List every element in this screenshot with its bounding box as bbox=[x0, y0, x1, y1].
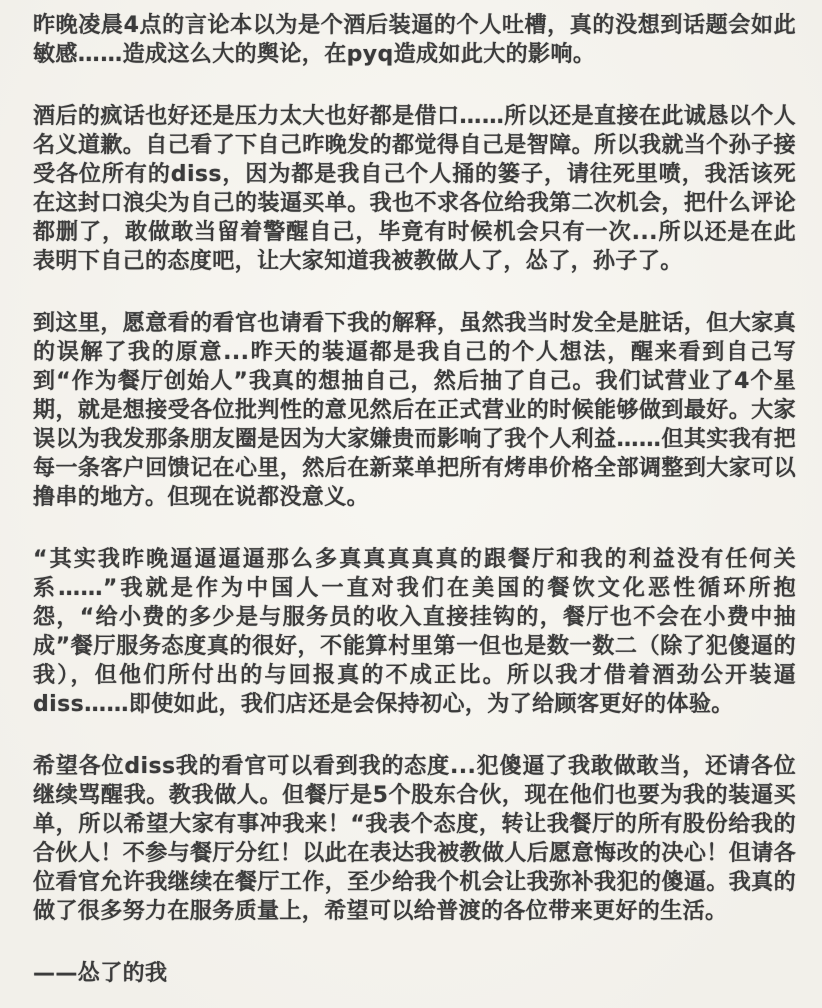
paragraph-restaurant-interest: “其实我昨晚逼逼逼逼那么多真真真真真的跟餐厅和我的利益没有任何关系……”我就是作为中国人一直对我们在美国的餐饮文化恶性循环所抱怨，“给小费的多少是与服务员的收入直接挂钩的，餐厅也不会在小费中抽成”餐厅服务态度真的很好，不能算村里第一但也是数一数二（除了犯傻逼的我），但他们所付出的与回报真的不成正比。所以我才借着酒劲公开装逼diss……即使如此，我们店还是会保持初心，为了给顾客更好的体验。 bbox=[33, 547, 796, 717]
paragraph-commitment: 希望各位diss我的看官可以看到我的态度...犯傻逼了我敢做敢当，还请各位继续骂醒我。教我做人。但餐厅是5个股东合伙，现在他们也要为我的装逼买单，所以希望大家有事冲我来！“我表个态度，转让我餐厅的所有股份给我的合伙人！不参与餐厅分红！以此在表达我被教做人后愿意悔改的决心！但请各位看官允许我继续在餐厅工作，至少给我个机会让我弥补我犯的傻逼。我真的做了很多努力在服务质量上，希望可以给普渡的各位带来更好的生活。 bbox=[33, 754, 796, 924]
signature: ——怂了的我 bbox=[33, 961, 168, 986]
paragraph-explanation: 到这里，愿意看的看官也请看下我的解释，虽然我当时发全是脏话，但大家真的误解了我的原意...昨天的装逼都是我自己的个人想法，醒来看到自己写到“作为餐厅创始人”我真的想抽自己，然后抽了自己。我们试营业了4个星期，就是想接受各位批判性的意见然后在正式营业的时候能够做到最好。大家误以为我发那条朋友圈是因为大家嫌贵而影响了我个人利益……但其实我有把每一条客户回馈记在心里，然后在新菜单把所有烤串价格全部调整到大家可以撸串的地方。但现在说都没意义。 bbox=[33, 311, 796, 510]
paragraph-apology: 酒后的疯话也好还是压力太大也好都是借口……所以还是直接在此诚恳以个人名义道歉。自己看了下自己昨晚发的都觉得自己是智障。所以我就当个孙子接受各位所有的diss，因为都是我自己个人捅的篓子，请往死里喷，我活该死在这封口浪尖为自己的装逼买单。我也不求各位给我第二次机会，把什么评论都删了，敢做敢当留着警醒自己，毕竟有时候机会只有一次...所以还是在此表明下自己的态度吧，让大家知道我被教做人了，怂了，孙子了。 bbox=[33, 104, 796, 274]
paragraph-intro: 昨晚凌晨4点的言论本以为是个酒后装逼的个人吐槽，真的没想到话题会如此敏感……造成这么大的舆论，在pyq造成如此大的影响。 bbox=[33, 13, 796, 67]
